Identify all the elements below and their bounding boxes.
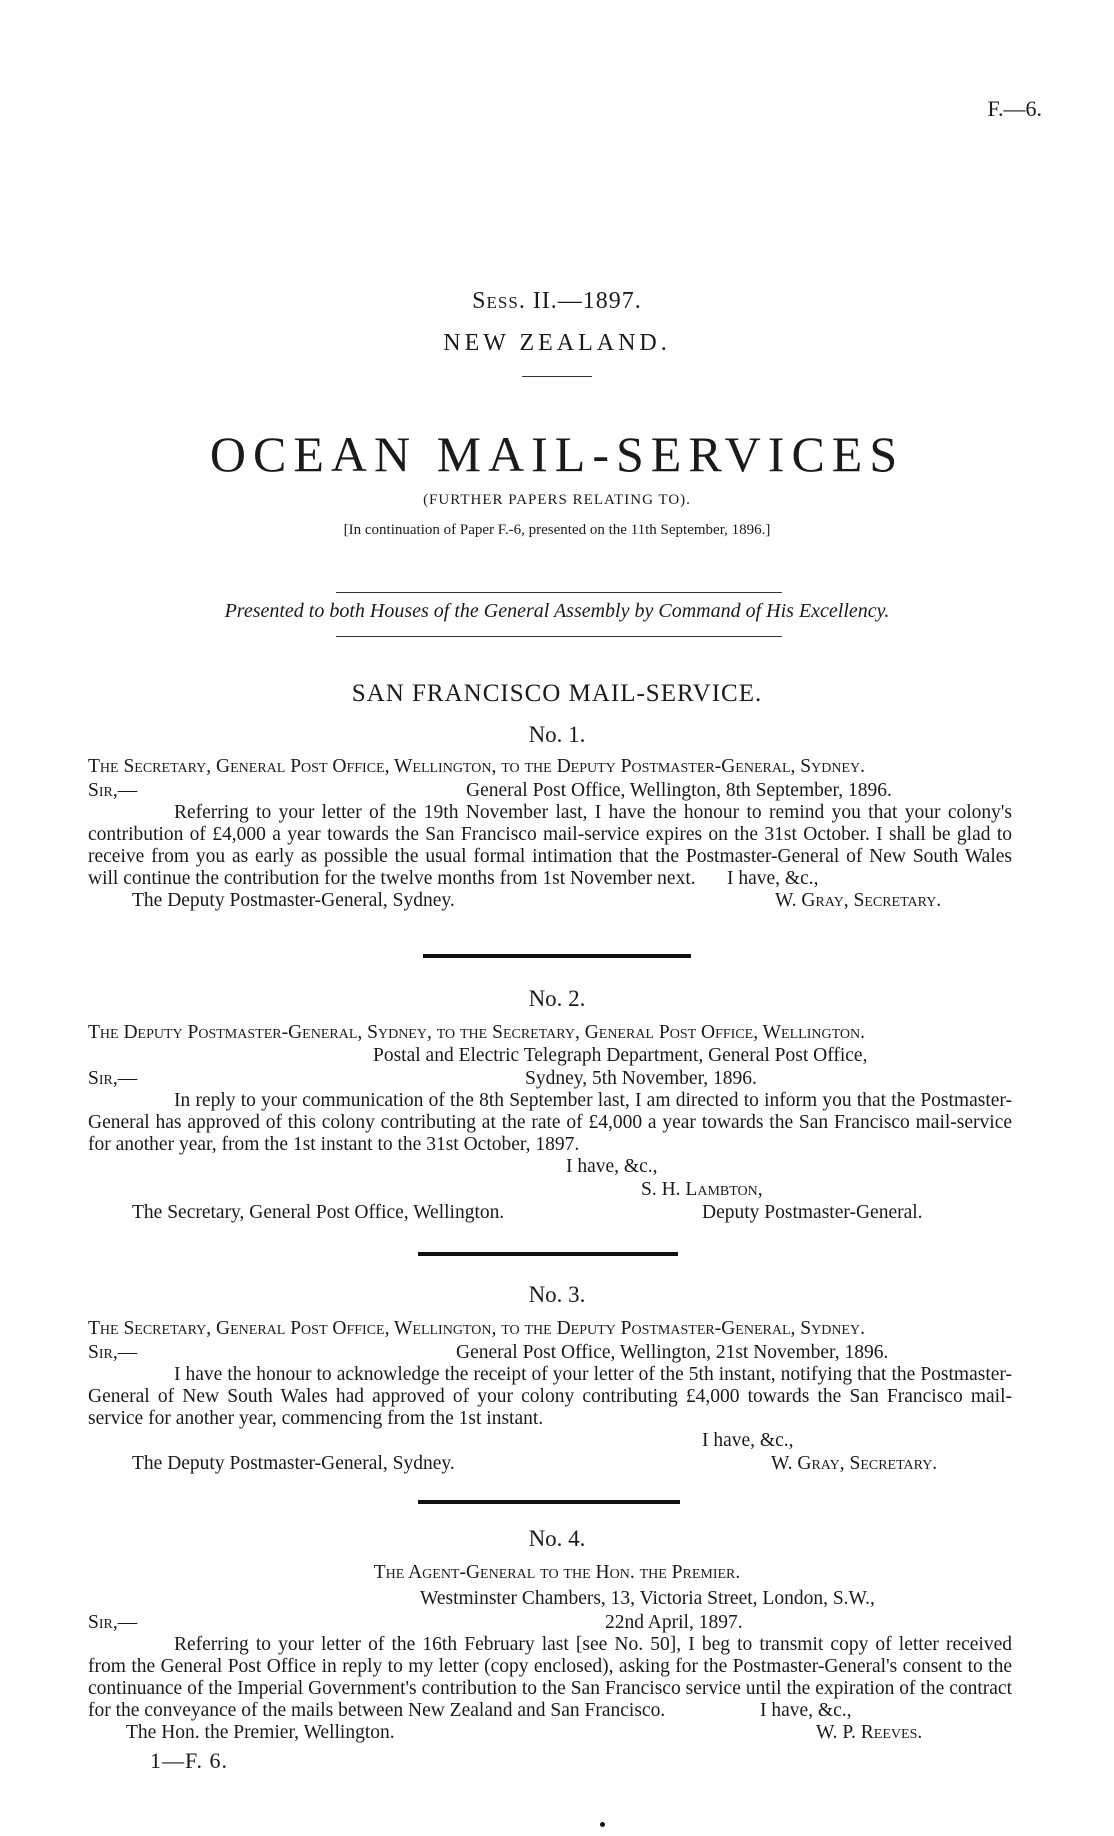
document-subtitle: (FURTHER PAPERS RELATING TO). — [423, 492, 691, 508]
letter-3-address: General Post Office, Wellington, 21st November, 1896. — [456, 1342, 889, 1363]
presented-rule-bottom — [336, 636, 782, 637]
letter-4-salutation: Sir,— — [88, 1612, 138, 1633]
presented-line: Presented to both Houses of the General Assembly by Command of His Excellency. — [224, 600, 890, 622]
letter-1-body: Referring to your letter of the 19th November last, I have the honour to remind you that your colony's contribution of £4,000 a year towards the San Francisco mail-service expires on the 31st October. I shall be glad to receive from you as early as possible the usual formal intimation that the Postmaster-General of New South Wales will continue the contribution for the twelve months from 1st November next. — [88, 802, 1012, 889]
letter-4-recipient: The Hon. the Premier, Wellington. — [126, 1722, 395, 1743]
letter-2-signature-title: Deputy Postmaster-General. — [702, 1202, 923, 1223]
letter-1-signature: W. Gray, Secretary. — [775, 890, 942, 911]
country-line: NEW ZEALAND. — [443, 330, 671, 356]
letter-4-address-line1: Westminster Chambers, 13, Victoria Street, London, S.W., — [420, 1588, 875, 1609]
letter-divider-3 — [418, 1500, 680, 1504]
page-dot — [600, 1822, 605, 1827]
presented-rule-top — [336, 592, 782, 593]
letter-2-closing: I have, &c., — [566, 1156, 658, 1177]
letter-4-closing: I have, &c., — [760, 1700, 852, 1721]
letter-4-signature: W. P. Reeves. — [816, 1722, 923, 1743]
letter-divider-1 — [423, 954, 691, 958]
letter-divider-2 — [418, 1252, 678, 1256]
letter-1-closing: I have, &c., — [727, 868, 819, 889]
letter-2-body: In reply to your communication of the 8th September last, I am directed to inform you that the Postmaster-General has approved of this colony contributing at the rate of £4,000 a year towards the San Francisco mail-service for another year, from the 1st instant to the 31st October, 1897. — [88, 1090, 1012, 1155]
continuation-note: [In continuation of Paper F.-6, presented on the 11th September, 1896.] — [343, 522, 771, 538]
letter-3-signature: W. Gray, Secretary. — [771, 1453, 938, 1474]
letter-1-recipient: The Deputy Postmaster-General, Sydney. — [132, 890, 455, 911]
letter-2-heading: The Deputy Postmaster-General, Sydney, to the Secretary, General Post Office, Wellington. — [88, 1022, 865, 1043]
session-line: Sess. II.—1897. — [472, 288, 642, 314]
letter-1-heading: The Secretary, General Post Office, Wellington, to the Deputy Postmaster-General, Sydney. — [88, 756, 865, 777]
letter-3-salutation: Sir,— — [88, 1342, 138, 1363]
letter-4-heading: The Agent-General to the Hon. the Premier. — [373, 1562, 741, 1583]
letter-1-salutation: Sir,— — [88, 780, 138, 801]
letter-4-address-line2: 22nd April, 1897. — [605, 1612, 743, 1633]
letter-3-heading: The Secretary, General Post Office, Wellington, to the Deputy Postmaster-General, Sydney. — [88, 1318, 865, 1339]
letter-3-body: I have the honour to acknowledge the receipt of your letter of the 5th instant, notifying that the Postmaster-General of New South Wales had approved of your colony contributing £4,000 towards the San Francisco mail-service for another year, commencing from the 1st instant. — [88, 1364, 1012, 1429]
letter-2-address-line1: Postal and Electric Telegraph Department, General Post Office, — [373, 1045, 868, 1066]
letter-3-closing: I have, &c., — [702, 1430, 794, 1451]
letter-2-number: No. 2. — [528, 986, 586, 1011]
letter-1-number: No. 1. — [528, 722, 586, 747]
header-divider — [522, 376, 592, 377]
page-reference: F.—6. — [987, 96, 1042, 121]
letter-3-recipient: The Deputy Postmaster-General, Sydney. — [132, 1453, 455, 1474]
section-title: SAN FRANCISCO MAIL-SERVICE. — [351, 680, 763, 707]
letter-2-recipient: The Secretary, General Post Office, Wellington. — [132, 1202, 505, 1223]
letter-4-number: No. 4. — [528, 1526, 586, 1551]
letter-2-salutation: Sir,— — [88, 1068, 138, 1089]
letter-1-address: General Post Office, Wellington, 8th September, 1896. — [466, 780, 892, 801]
document-title: OCEAN MAIL-SERVICES — [209, 426, 905, 482]
letter-2-signature-name: S. H. Lambton, — [641, 1179, 763, 1200]
letter-2-address-line2: Sydney, 5th November, 1896. — [525, 1068, 757, 1089]
printer-signature-mark: 1—F. 6. — [150, 1748, 228, 1773]
letter-4-body: Referring to your letter of the 16th February last [see No. 50], I beg to transmit copy of letter received from the General Post Office in reply to my letter (copy enclosed), asking for the Postmaster-General's consent to the continuance of the Imperial Government's contribution to the San Francisco service until the expiration of the contract for the conveyance of the mails between New Zealand and San Francisco. — [88, 1634, 1012, 1721]
letter-3-number: No. 3. — [528, 1282, 586, 1307]
